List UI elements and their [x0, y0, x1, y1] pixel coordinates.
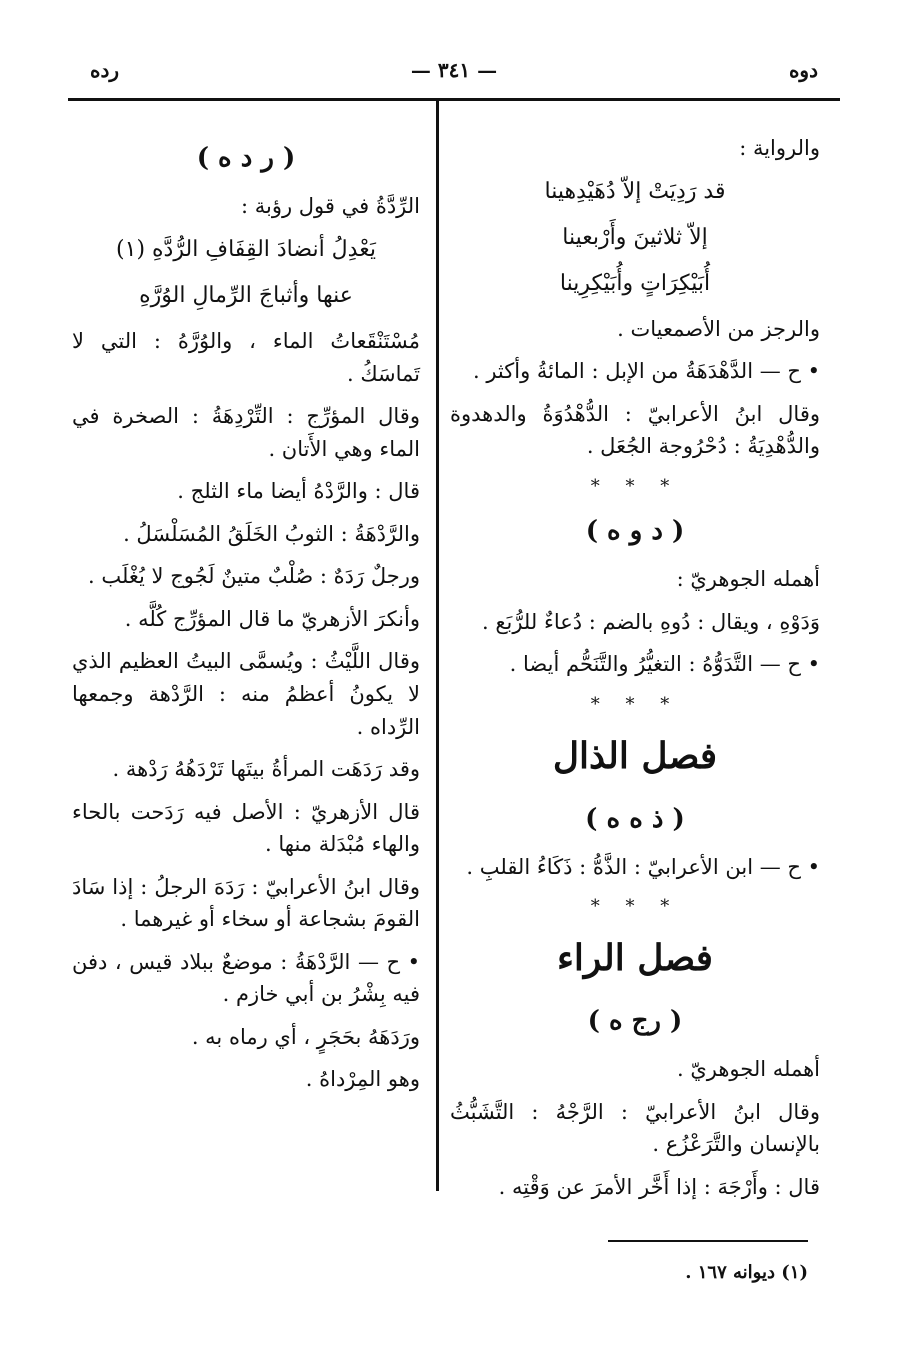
- text-paragraph: • ح — الرَّدْهَةُ : موضعٌ ببلاد قيس ، دفن فيه بِشْرُ بن أبي خازم .: [72, 949, 420, 1007]
- text-paragraph: • ح — الدَّهْدَهَةُ من الإبل : المائةُ وأكثر .: [472, 359, 820, 384]
- verse-line: يَعْدِلُ أنضادَ القِفَافِ الرُّدَّهِ (١): [116, 236, 376, 262]
- text-paragraph: وقال ابنُ الأعرابيّ : رَدَهَ الرجلُ : إذا سَادَ القومَ بشجاعة أو سخاء أو غيرهما .: [72, 874, 420, 932]
- column-divider: [436, 101, 439, 1191]
- page-number: — ٣٤١ —: [410, 58, 498, 82]
- verse-line: أُبَيْكِرَاتٍ وأُبَيْكِرِينا: [559, 270, 711, 296]
- text-paragraph: وقد رَدَهَت المرأةُ بيتَها تَرْدَهُهُ رَدْهة .: [112, 757, 420, 782]
- header-rule: [68, 98, 840, 101]
- text-paragraph: ورجلٌ رَدَهٌ : صُلْبٌ متينٌ لَجُوج لا يُغْلَب .: [87, 564, 420, 589]
- text-paragraph: وقال ابنُ الأعرابيّ : الدُّهْدُوَةُ والدهدوة والدُّهْدِيَةُ : دُحْرُوجة الجُعَل .: [450, 401, 820, 459]
- entry-heading: ( د و ه ): [585, 515, 685, 546]
- text-paragraph: وأنكرَ الأزهريّ ما قال المؤرِّج كُلَّه .: [124, 606, 420, 631]
- text-paragraph: والرجز من الأصمعيات .: [617, 316, 820, 341]
- left-column: [72, 132, 420, 1106]
- separator-stars: * * *: [590, 476, 680, 498]
- header-entry-right: دوه: [788, 58, 818, 82]
- separator-stars: * * *: [590, 896, 680, 918]
- text-paragraph: وقال اللَّيْثُ : ويُسمَّى البيتُ العظيم الذي لا يكونُ أعظمُ منه : الرَّدْهة وجمعها الرِّداه .: [72, 649, 420, 739]
- text-paragraph: • ح — التَّدَوُّهُ : التغيُّرُ والتَّنَحُّم أيضا .: [509, 652, 820, 677]
- right-column: [450, 132, 820, 1214]
- entry-heading: ( ذ ه ه ): [585, 803, 685, 834]
- header-entry-left: رده: [90, 58, 120, 82]
- verse-line: عنها وأثباجَ الرِّمالِ الوُرَّهِ: [139, 282, 353, 308]
- text-paragraph: الرِّدَّةُ في قول رؤبة :: [240, 194, 420, 219]
- text-paragraph: قال الأزهريّ : الأصل فيه رَدَحت بالحاء والهاء مُبْدَلة منها .: [72, 799, 420, 857]
- section-title: فصل الراء: [557, 937, 713, 980]
- text-paragraph: • ح — ابن الأعرابيّ : الذَّهُّ : ذَكَاءُ القلبِ .: [466, 854, 820, 879]
- text-paragraph: والرَّدْهَةُ : الثوبُ الخَلَقُ المُسَلْسَلُ .: [123, 521, 420, 546]
- text-paragraph: مُسْتَنْقَعاتُ الماء ، والوُرَّهُ : التي لا تَماسَكُ .: [72, 329, 420, 386]
- page-header: [60, 58, 848, 88]
- verse-line: قد رَدِيَتْ إلاّ دُهَيْدِهينا: [544, 178, 726, 204]
- text-paragraph: وَدَوْهِ ، ويقال : دُوهِ بالضم : دُعاءٌ للرُّبَع .: [481, 609, 820, 634]
- text-paragraph: وهو المِرْداهُ .: [305, 1067, 420, 1092]
- text-paragraph: قال : وأَرْجَهَ : إذا أَخَّر الأمرَ عن وَقْتِه .: [498, 1175, 820, 1199]
- footnote-rule: [608, 1240, 808, 1242]
- entry-heading: ( ر د ه ): [196, 143, 296, 173]
- footnote: (١) ديوانه ١٦٧ .: [685, 1262, 808, 1283]
- section-title: فصل الذال: [552, 734, 718, 777]
- entry-heading: ( رج ه ): [587, 1006, 683, 1037]
- text-paragraph: وقال المؤرِّج : التِّرْدِهَةُ : الصخرة في الماء وهي الأَتان .: [72, 404, 420, 461]
- text-paragraph: ورَدَهَهُ بحَجَرٍ ، أي رماه به .: [191, 1024, 420, 1049]
- text-paragraph: قال : والرَّدْهُ أيضا ماء الثلج .: [177, 479, 420, 504]
- text-paragraph: وقال ابنُ الأعرابيّ : الرَّجْهُ : التَّشَبُّثُ بالإنسان والتَّرَعْزُع .: [450, 1099, 820, 1157]
- text-paragraph: أهمله الجوهريّ :: [676, 567, 820, 592]
- separator-stars: * * *: [590, 693, 680, 715]
- text-paragraph: والرواية :: [739, 136, 820, 160]
- text-paragraph: أهمله الجوهريّ .: [676, 1057, 820, 1082]
- verse-line: إلاّ ثلاثينَ وأَرْبعينا: [562, 224, 708, 250]
